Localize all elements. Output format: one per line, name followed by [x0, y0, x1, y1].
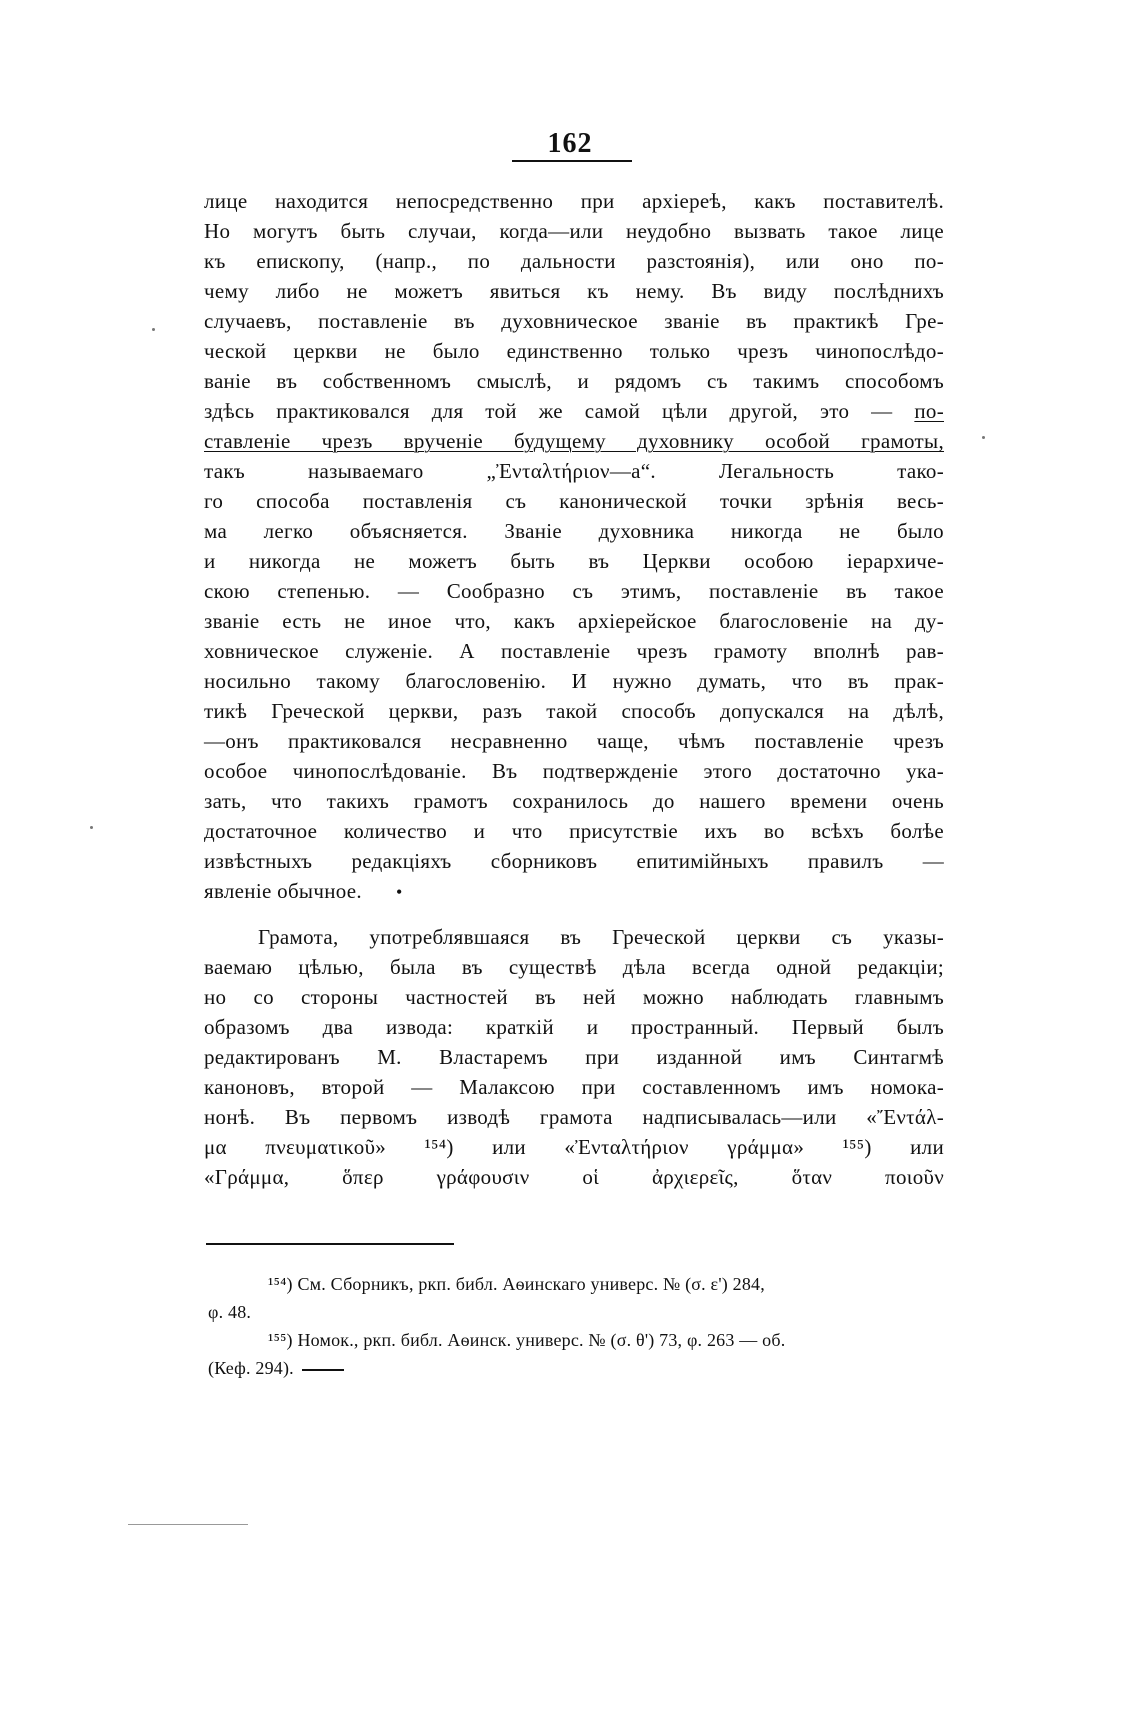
footnotes [208, 1270, 948, 1382]
text-line: но со стороны частностей въ ней можно наблюдать главнымъ [204, 985, 944, 1009]
text-segment: здѣсь практиковался для той же самой цѣли другой, это — [204, 399, 893, 423]
text-line: каноновъ, второй — Малаксою при составленномъ имъ номока- [204, 1075, 944, 1099]
text-line: μα πνευματικοῦ» ¹⁵⁴) или «Ἐνταλτήριον γράμμα» ¹⁵⁵) или [204, 1135, 944, 1159]
text-line: нонѣ. Въ первомъ изводѣ грамота надписывалась—или «Ἔντάλ- [204, 1105, 944, 1129]
footnote-155-continuation [208, 1354, 948, 1382]
text-line: извѣстныхъ редакціяхъ сборниковъ епитимійныхъ правилъ — [204, 849, 944, 873]
text-line: ма легко объясняется. Званіе духовника никогда не было [204, 519, 944, 543]
text-line: ваніе въ собственномъ смыслѣ, и рядомъ съ такимъ способомъ [204, 369, 944, 393]
ink-mark: • [395, 882, 403, 902]
closing-dash [302, 1369, 344, 1371]
text-line: лице находится непосредственно при архіереѣ, какъ поставителѣ. [204, 189, 944, 213]
text-line: особое чинопослѣдованіе. Въ подтвержденіе этого достаточно ука- [204, 759, 944, 783]
text-line: такъ называемаго „Ἐνταλτήριον—а“. Легальность тако- [204, 459, 944, 483]
footnote-154-continuation: φ. 48. [208, 1302, 252, 1322]
footnote-154-line: ¹⁵⁴) См. Сборникъ, ркп. библ. Аѳинскаго универс. № (σ. ε') 284, [268, 1274, 765, 1294]
text-line-underlined: ставленіе чрезъ врученіе будущему духовнику особой грамоты, [204, 429, 944, 453]
text-line: Грамота, употреблявшаяся въ Греческой церкви съ указы- [258, 925, 944, 949]
scan-speck [152, 328, 155, 331]
text-line: ховническое служеніе. А поставленіе чрезъ грамоту вполнѣ рав- [204, 639, 944, 663]
text-line: зать, что такихъ грамотъ сохранилось до нашего времени очень [204, 789, 944, 813]
paragraph-2 [204, 922, 944, 1192]
footnote-separator [206, 1243, 454, 1245]
underlined-segment: по- [914, 399, 944, 423]
text-line: ческой церкви не было единственно только чрезъ чинопослѣдо- [204, 339, 944, 363]
page-number-rule [512, 160, 632, 162]
text-line: тикѣ Греческой церкви, разъ такой способъ допускался на дѣлѣ, [204, 699, 944, 723]
paragraph-1 [204, 186, 944, 906]
text-line: случаевъ, поставленіе въ духовническое званіе въ практикѣ Гре- [204, 309, 944, 333]
text-line: званіе есть не иное что, какъ архіерейское благословеніе на ду- [204, 609, 944, 633]
text-line: «Γράμμα, ὅπερ γράφουσιν οἱ ἀρχιερεῖς, ὅταν ποιοῦν [204, 1165, 944, 1189]
footnote-155-line: ¹⁵⁵) Номок., ркп. библ. Аѳинск. универс. № (σ. θ') 73, φ. 263 — об. [268, 1330, 786, 1350]
text-line: редактированъ М. Властаремъ при изданной имъ Синтагмѣ [204, 1045, 944, 1069]
text-line: чему либо не можетъ явиться къ нему. Въ виду послѣднихъ [204, 279, 944, 303]
text-segment: явленіе обычное. [204, 879, 362, 903]
scan-speck [90, 826, 93, 829]
text-line: къ епископу, (напр., по дальности разстоянія), или оно по- [204, 249, 944, 273]
body-text [204, 186, 944, 1192]
text-line: достаточное количество и что присутствіе ихъ во всѣхъ болѣе [204, 819, 944, 843]
footnote-text: (Кеф. 294). [208, 1358, 294, 1378]
text-line: го способа поставленія съ канонической точки зрѣнія весь- [204, 489, 944, 513]
text-line: и никогда не можетъ быть въ Церкви особою іерархиче- [204, 549, 944, 573]
text-line [204, 396, 944, 426]
scan-edge-marks [128, 1524, 248, 1529]
text-line: ваемаю цѣлью, была въ существѣ дѣла всегда одной редакціи; [204, 955, 944, 979]
text-line: —онъ практиковался несравненно чаще, чѣмъ поставленіе чрезъ [204, 729, 944, 753]
text-line: Но могутъ быть случаи, когда—или неудобно вызвать такое лице [204, 219, 944, 243]
scan-speck [982, 436, 985, 439]
text-line: носильно такому благословенію. И нужно думать, что въ прак- [204, 669, 944, 693]
text-line [204, 876, 944, 906]
text-line: образомъ два извода: краткій и пространный. Первый былъ [204, 1015, 944, 1039]
text-line: скою степенью. — Сообразно съ этимъ, поставленіе въ такое [204, 579, 944, 603]
page-number: 162 [547, 128, 593, 159]
